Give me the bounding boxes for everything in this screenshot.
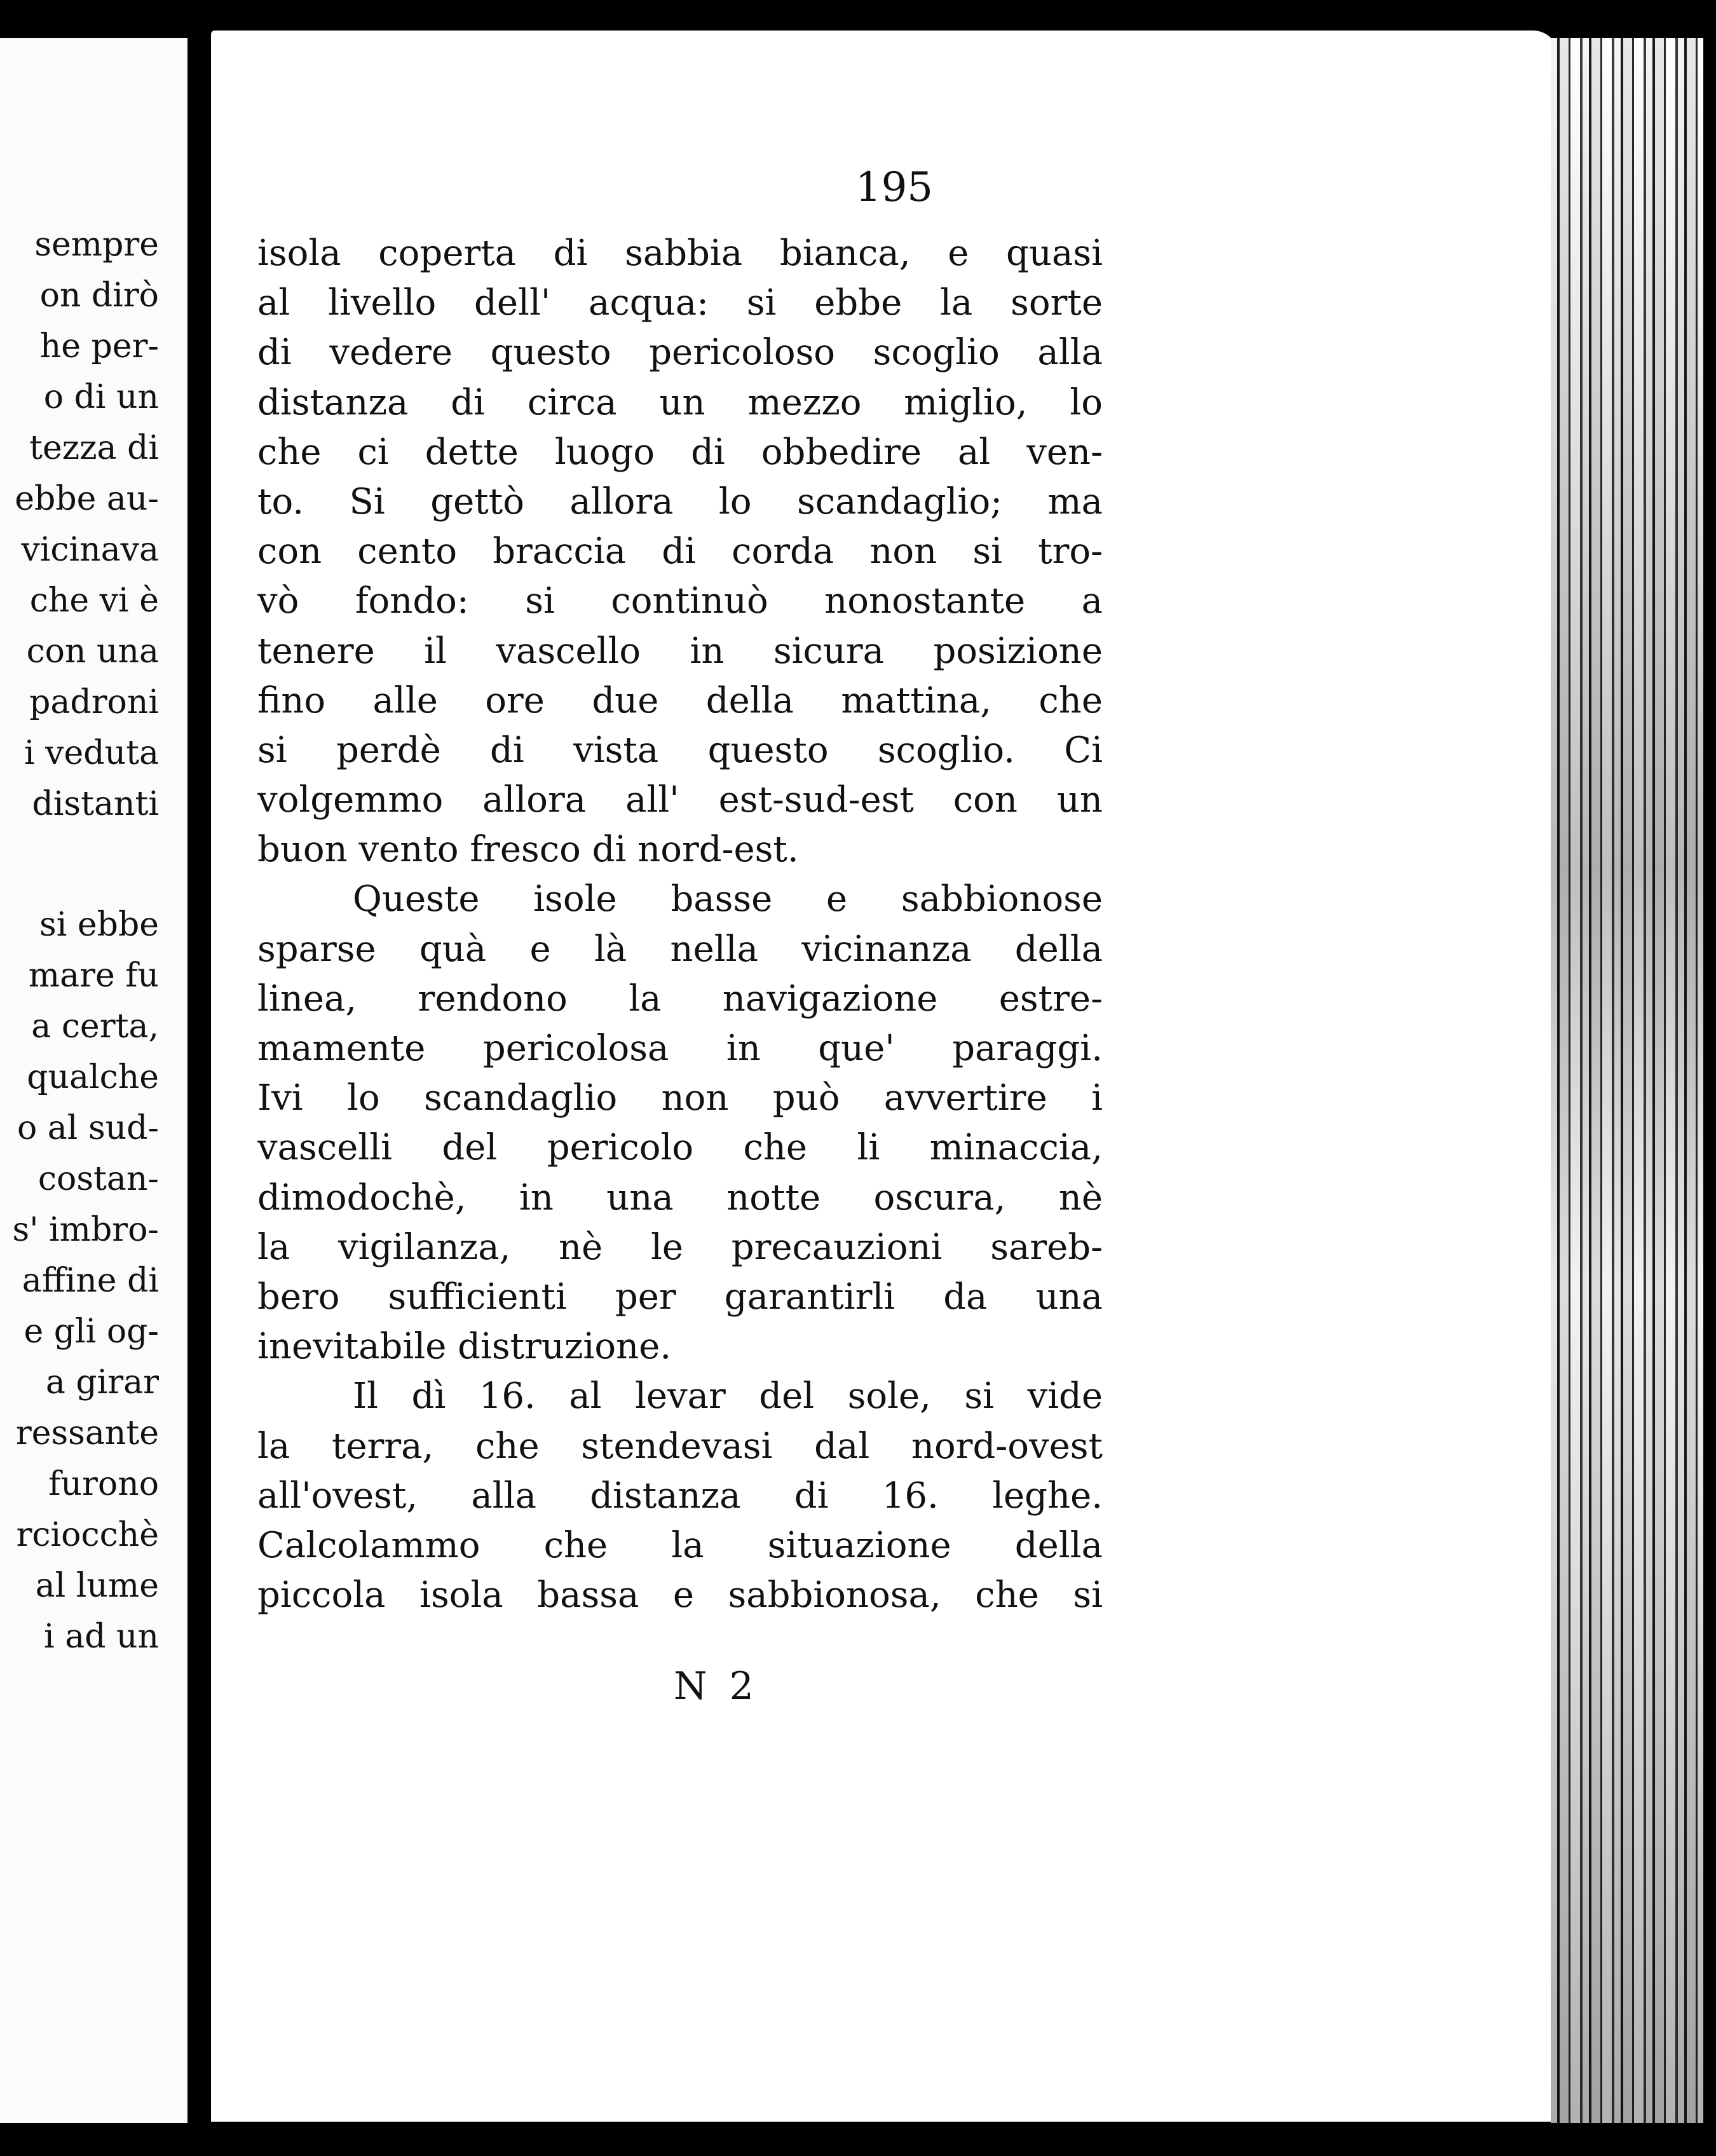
left-fragment: con una: [26, 632, 159, 671]
text-line: dimodochè, in una notte oscura, nè: [257, 1177, 1103, 1218]
left-fragment: si ebbe: [39, 906, 159, 944]
text-line: piccola isola bassa e sabbionosa, che si: [257, 1574, 1103, 1616]
text-line: fino alle ore due della mattina, che: [257, 679, 1103, 721]
left-fragment: mare fu: [28, 957, 159, 995]
left-fragment: ebbe au-: [15, 480, 159, 518]
left-fragment: furono: [48, 1465, 159, 1503]
text-line: Calcolammo che la situazione della: [257, 1524, 1103, 1566]
text-line: vascelli del pericolo che li minaccia,: [257, 1127, 1103, 1169]
page-number: 195: [855, 164, 933, 211]
left-fragment: i veduta: [24, 734, 159, 772]
text-line: di vedere questo pericoloso scoglio alla: [257, 332, 1103, 374]
facing-page-left: [0, 38, 187, 2123]
text-line: volgemmo allora all' est-sud-est con un: [257, 779, 1103, 821]
left-fragment: al lume: [35, 1567, 159, 1605]
text-line: si perdè di vista questo scoglio. Ci: [257, 729, 1103, 771]
left-fragment: o di un: [43, 378, 159, 416]
text-line: distanza di circa un mezzo miglio, lo: [257, 381, 1103, 423]
text-line: Queste isole basse e sabbionose: [353, 878, 1103, 920]
left-fragment: a certa,: [31, 1007, 159, 1046]
left-fragment: che vi è: [29, 582, 159, 620]
text-line: con cento braccia di corda non si tro-: [257, 531, 1103, 573]
left-fragment: rciocchè: [16, 1516, 159, 1554]
book-gutter: [187, 0, 211, 2156]
signature-mark: N 2: [674, 1664, 759, 1709]
left-fragment: s' imbro-: [12, 1211, 159, 1249]
text-line: al livello dell' acqua: si ebbe la sorte: [257, 282, 1103, 324]
text-line: mamente pericolosa in que' paraggi.: [257, 1028, 1103, 1069]
text-line: che ci dette luogo di obbedire al ven-: [257, 431, 1103, 473]
left-fragment: vicinava: [21, 531, 159, 569]
text-line: inevitabile distruzione.: [257, 1326, 672, 1368]
left-fragment: distanti: [32, 785, 159, 823]
left-fragment: qualche: [27, 1058, 159, 1096]
left-fragment: i ad un: [44, 1618, 159, 1656]
text-line: la terra, che stendevasi dal nord-ovest: [257, 1425, 1103, 1467]
text-line: sparse quà e là nella vicinanza della: [257, 928, 1103, 970]
text-line: linea, rendono la navigazione estre-: [257, 978, 1103, 1020]
book-edge-shadow: [1551, 38, 1703, 2123]
left-fragment: o al sud-: [17, 1109, 159, 1147]
text-line: Ivi lo scandaglio non può avvertire i: [257, 1077, 1103, 1119]
text-line: buon vento fresco di nord-est.: [257, 829, 799, 871]
left-fragment: affine di: [22, 1262, 159, 1300]
left-fragment: he per-: [39, 327, 159, 365]
text-line: to. Si gettò allora lo scandaglio; ma: [257, 481, 1103, 522]
text-line: all'ovest, alla distanza di 16. leghe.: [257, 1475, 1103, 1517]
text-line: bero sufficienti per garantirli da una: [257, 1276, 1103, 1318]
text-line: tenere il vascello in sicura posizione: [257, 630, 1103, 672]
left-fragment: a girar: [45, 1363, 159, 1402]
left-fragment: tezza di: [29, 429, 159, 467]
text-line: la vigilanza, nè le precauzioni sareb-: [257, 1226, 1103, 1268]
left-fragment: ressante: [15, 1414, 159, 1452]
left-fragment: e gli og-: [24, 1313, 159, 1351]
left-fragment: padroni: [29, 683, 159, 721]
left-fragment: on dirò: [39, 276, 159, 315]
left-fragment: costan-: [37, 1160, 159, 1198]
text-line: isola coperta di sabbia bianca, e quasi: [257, 233, 1103, 274]
text-line: Il dì 16. al levar del sole, si vide: [353, 1375, 1103, 1417]
text-line: vò fondo: si continuò nonostante a: [257, 580, 1103, 622]
body-text: [257, 229, 1103, 1620]
left-fragment: sempre: [34, 226, 159, 264]
